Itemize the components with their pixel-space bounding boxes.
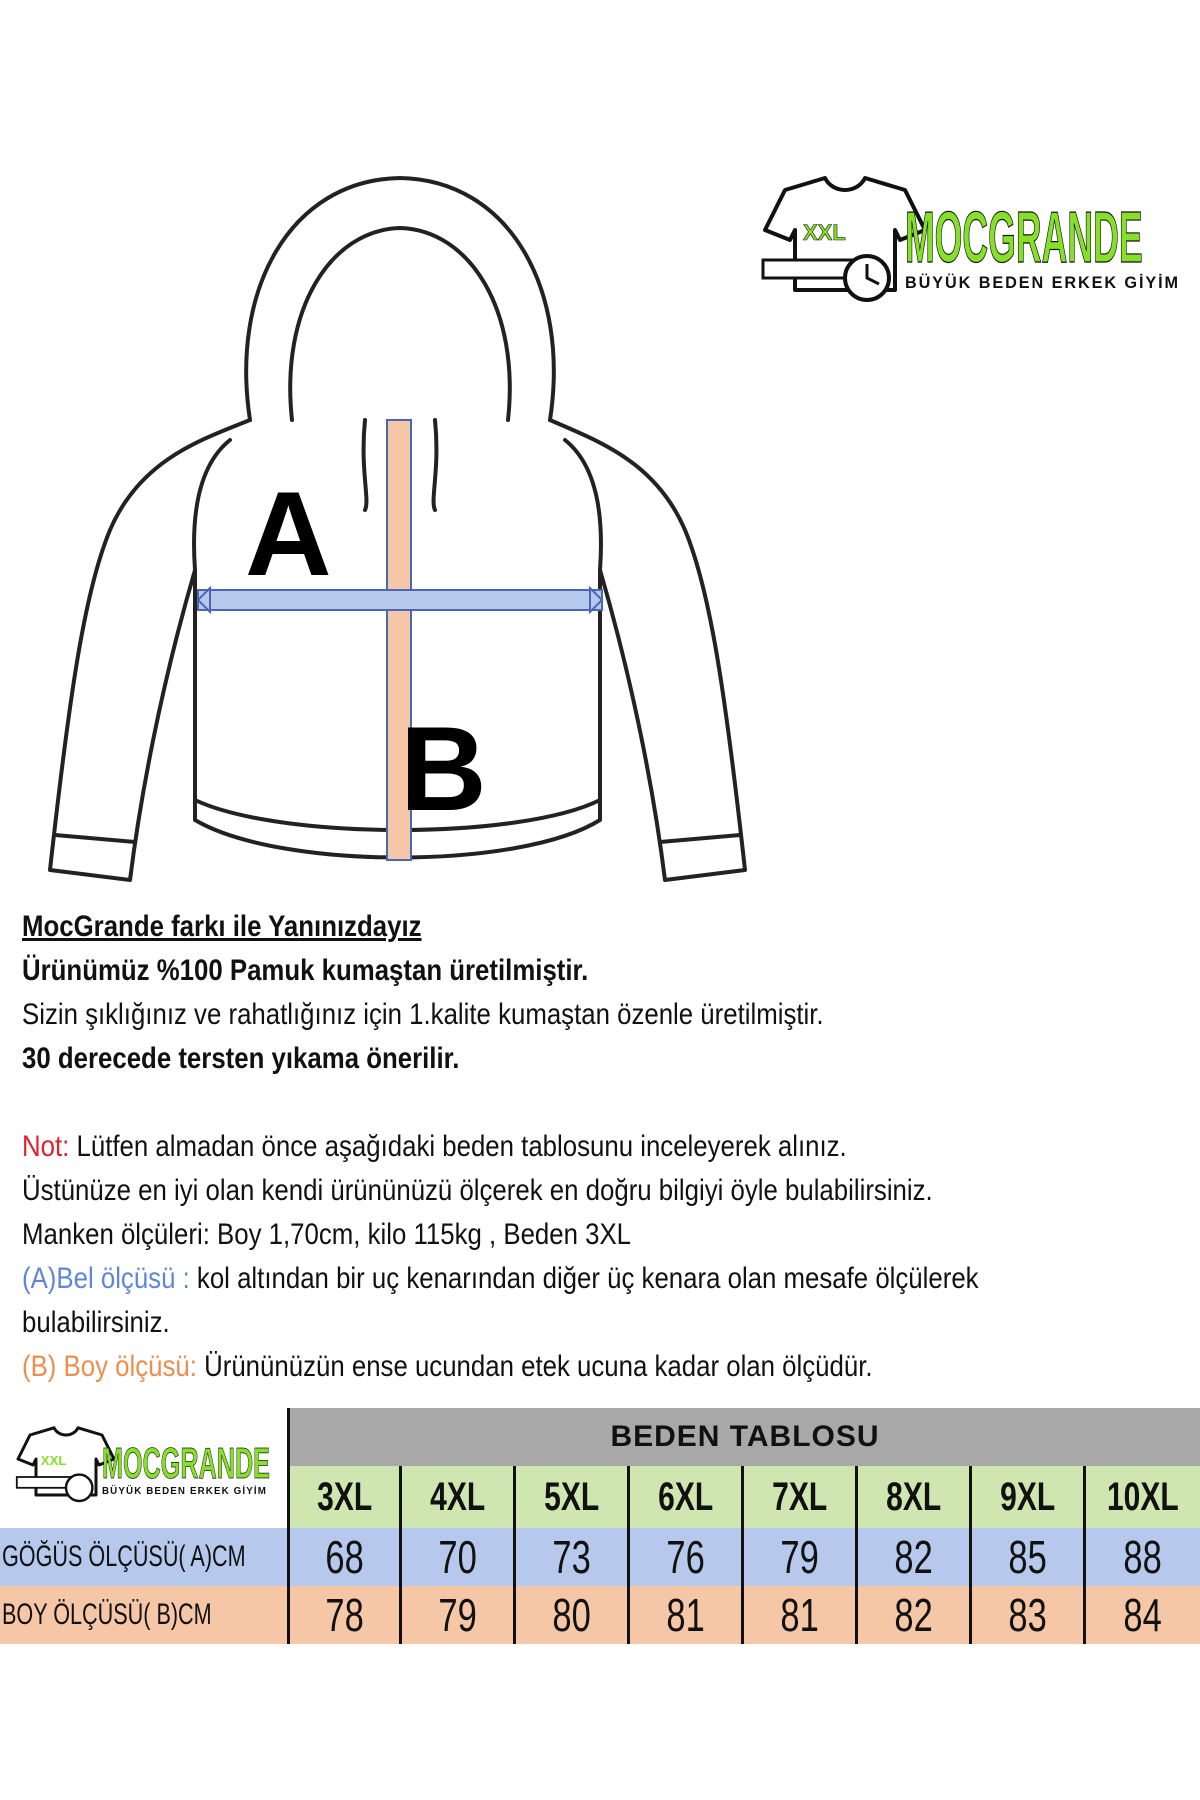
size-header-9xl: 9XL: [972, 1466, 1086, 1528]
size-header-7xl: 7XL: [744, 1466, 858, 1528]
a-measure-text-cont: bulabilirsiniz.: [22, 1306, 170, 1339]
hoodie-illustration: [30, 170, 770, 890]
chest-value-4xl: 70: [402, 1528, 516, 1586]
label-b: B: [400, 702, 487, 836]
table-brand-tagline: BÜYÜK BEDEN ERKEK GİYİM: [101, 1485, 275, 1497]
length-value-4xl: 79: [402, 1586, 516, 1644]
chest-value-8xl: 82: [858, 1528, 972, 1586]
size-header-4xl: 4XL: [402, 1466, 516, 1528]
length-row-label: BOY ÖLÇÜSÜ( B)CM: [0, 1586, 290, 1644]
chest-value-5xl: 73: [516, 1528, 630, 1586]
chest-value-3xl: 68: [290, 1528, 402, 1586]
chest-value-7xl: 79: [744, 1528, 858, 1586]
size-header-6xl: 6XL: [630, 1466, 744, 1528]
clock-icon: [66, 1475, 92, 1501]
info-line-wash: 30 derecede tersten yıkama önerilir.: [22, 1042, 460, 1075]
info-heading: MocGrande farkı ile Yanınızdayız: [22, 910, 422, 943]
length-value-3xl: 78: [290, 1586, 402, 1644]
size-table: [0, 1408, 1200, 1644]
b-measure-text: Ürününüzün ense ucundan etek ucuna kadar olan ölçüdür.: [196, 1350, 873, 1383]
size-header-3xl: 3XL: [290, 1466, 402, 1528]
label-a: A: [245, 467, 332, 601]
a-measure-label: (A)Bel ölçüsü :: [22, 1262, 190, 1295]
xxl-badge: XXL: [40, 1453, 66, 1468]
length-value-10xl: 84: [1086, 1586, 1200, 1644]
brand-name: MOCGRANDE: [905, 197, 1143, 279]
brand-tagline: BÜYÜK BEDEN ERKEK GİYİM: [905, 273, 1180, 292]
info-line-quality: Sizin şıklığınız ve rahatlığınız için 1.kalite kumaştan özenle üretilmiştir.: [22, 998, 824, 1031]
length-value-8xl: 82: [858, 1586, 972, 1644]
size-header-5xl: 5XL: [516, 1466, 630, 1528]
size-header-10xl: 10XL: [1086, 1466, 1200, 1528]
note-text: Lütfen almadan önce aşağıdaki beden tablosunu inceleyerek alınız.: [69, 1130, 847, 1163]
size-table-title: BEDEN TABLOSU: [290, 1408, 1200, 1466]
xxl-badge: XXL: [803, 220, 846, 245]
chest-value-6xl: 76: [630, 1528, 744, 1586]
length-value-5xl: 80: [516, 1586, 630, 1644]
info-line-measure: Üstünüze en iyi olan kendi ürününüzü ölçerek en doğru bilgiyi öyle bulabilirsiniz.: [22, 1174, 933, 1207]
info-line-model: Manken ölçüleri: Boy 1,70cm, kilo 115kg , Beden 3XL: [22, 1218, 632, 1251]
table-brand-name: MOCGRANDE: [101, 1440, 270, 1489]
a-measure-text: kol altından bir uç kenarından diğer üç kenara olan mesafe ölçülerek: [189, 1262, 979, 1295]
length-value-7xl: 81: [744, 1586, 858, 1644]
b-measure-label: (B) Boy ölçüsü:: [22, 1350, 197, 1383]
length-value-6xl: 81: [630, 1586, 744, 1644]
product-info: [22, 905, 1174, 1389]
brand-logo: [755, 170, 1195, 320]
chest-row-label: GÖĞÜS ÖLÇÜSÜ( A)CM: [0, 1528, 290, 1586]
note-label: Not:: [22, 1130, 70, 1163]
chest-value-9xl: 85: [972, 1528, 1086, 1586]
table-brand-logo: [4, 1423, 284, 1513]
length-value-9xl: 83: [972, 1586, 1086, 1644]
chest-value-10xl: 88: [1086, 1528, 1200, 1586]
size-header-8xl: 8XL: [858, 1466, 972, 1528]
table-logo-cell: [0, 1408, 290, 1528]
info-line-cotton: Ürünümüz %100 Pamuk kumaştan üretilmiştir.: [22, 954, 589, 987]
